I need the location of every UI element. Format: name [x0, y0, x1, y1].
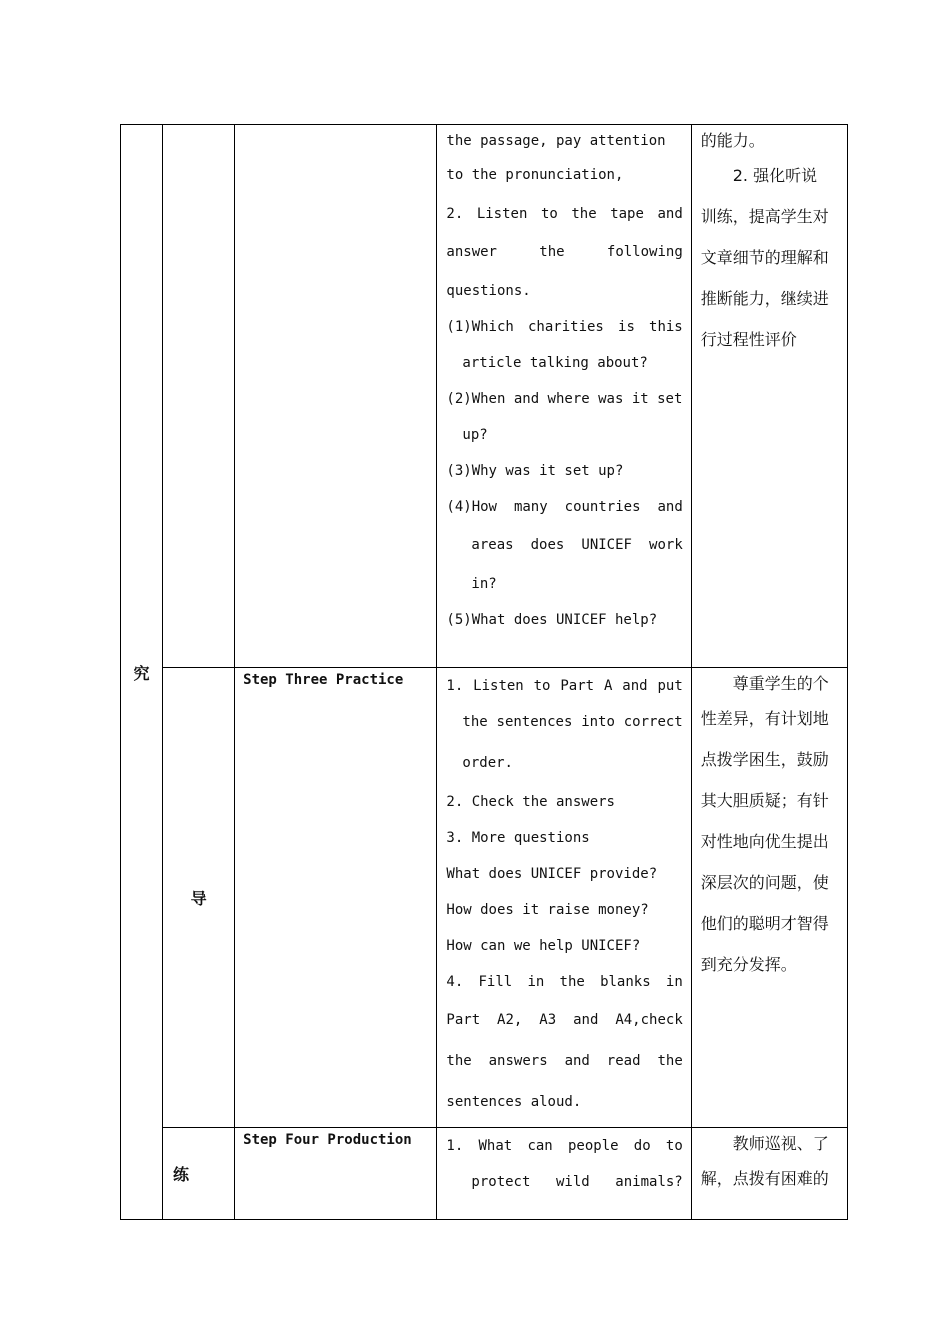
table-row	[121, 125, 848, 668]
question-line: areas does UNICEF work	[471, 537, 683, 553]
content-line: 1. Listen to Part A and put	[446, 678, 683, 694]
note-line: 解，点拨有困难的	[700, 1169, 829, 1188]
content-line: the sentences into correct	[462, 714, 683, 730]
question-line: (2)When and where was it set	[446, 391, 683, 407]
note-line: 推断能力，继续进	[700, 289, 829, 308]
content-line: Part A2, A3 and A4,check	[446, 1012, 683, 1028]
note-line: 深层次的问题，使	[700, 873, 829, 892]
content-line: What does UNICEF provide?	[446, 866, 658, 882]
content-line: How does it raise money?	[446, 902, 649, 918]
content-line: answer the following	[446, 244, 683, 260]
content-line: questions.	[446, 283, 531, 299]
note-line: 其大胆质疑；有针	[700, 791, 829, 810]
question-line: up?	[462, 427, 488, 443]
design-notes	[691, 125, 847, 668]
note-line: 行过程性评价	[700, 330, 797, 349]
lesson-plan-table	[120, 124, 848, 1220]
note-line: 尊重学生的个	[732, 674, 829, 693]
step-title: Step Three Practice	[235, 668, 437, 1128]
content-line: 3. More questions	[446, 830, 590, 846]
note-line: 点拨学困生，鼓励	[700, 750, 829, 769]
content-line: 4. Fill in the blanks in	[446, 974, 683, 990]
activity-content	[437, 1128, 691, 1220]
question-line: (4)How many countries and	[446, 499, 683, 515]
stage-label-practice: 练	[163, 1128, 235, 1220]
content-line: the passage, pay attention	[446, 133, 666, 149]
activity-content	[437, 668, 691, 1128]
design-notes	[691, 668, 847, 1128]
note-line: 到充分发挥。	[700, 955, 797, 974]
content-line: to the pronunciation,	[446, 167, 624, 183]
content-line: 1. What can people do to	[446, 1138, 683, 1154]
question-line: in?	[471, 576, 497, 592]
table-row	[121, 668, 848, 1128]
question-line: (1)Which charities is this	[446, 319, 683, 335]
stage-label-explore: 究	[121, 125, 163, 1220]
note-line: 2. 强化听说	[732, 166, 818, 185]
stage-label-guide: 导	[163, 668, 235, 1128]
note-line: 他们的聪明才智得	[700, 914, 829, 933]
content-line: the answers and read the	[446, 1053, 683, 1069]
note-line: 的能力。	[700, 131, 765, 150]
note-line: 性差异，有计划地	[700, 709, 829, 728]
content-line: protect wild animals?	[471, 1174, 683, 1190]
step-title: Step Four Production	[235, 1128, 437, 1220]
design-notes	[691, 1128, 847, 1220]
content-line: 2. Listen to the tape and	[446, 206, 683, 222]
question-line: article talking about?	[462, 355, 648, 371]
content-line: order.	[462, 755, 513, 771]
content-line: sentences aloud.	[446, 1094, 582, 1110]
step-cell-empty	[235, 125, 437, 668]
content-line: 2. Check the answers	[446, 794, 615, 810]
activity-content	[437, 125, 691, 668]
note-line: 训练，提高学生对	[700, 207, 829, 226]
note-line: 对性地向优生提出	[700, 832, 829, 851]
table-row	[121, 1128, 848, 1220]
question-line: (5)What does UNICEF help?	[446, 612, 658, 628]
note-line: 教师巡视、了	[732, 1134, 829, 1153]
stage-cell-empty	[163, 125, 235, 668]
question-line: (3)Why was it set up?	[446, 463, 624, 479]
content-line: How can we help UNICEF?	[446, 938, 641, 954]
note-line: 文章细节的理解和	[700, 248, 829, 267]
